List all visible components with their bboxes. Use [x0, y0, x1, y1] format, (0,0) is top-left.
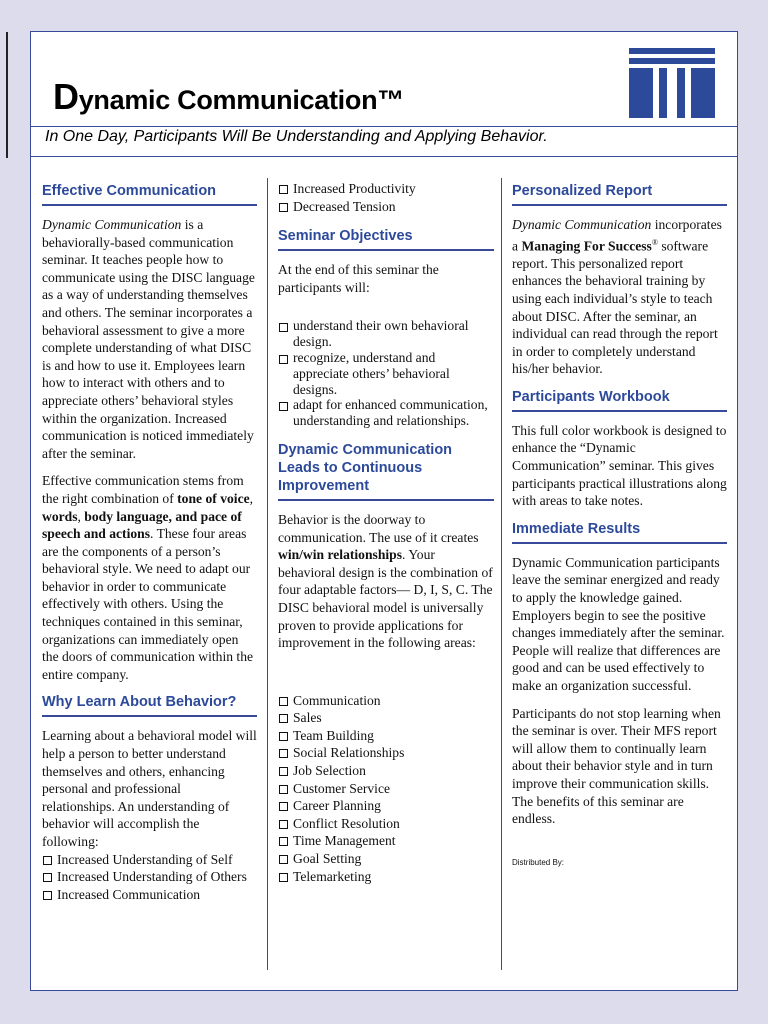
- flyer-page: [30, 31, 738, 991]
- paragraph: At the end of this seminar the participants will:: [278, 262, 439, 295]
- benefit-list: [42, 851, 257, 904]
- section-heading: Participants Workbook: [512, 388, 727, 412]
- column-middle: [278, 182, 494, 885]
- section-heading: Personalized Report: [512, 182, 727, 206]
- list-item: Telemarketing: [278, 868, 494, 886]
- list-item: adapt for enhanced communication, understanding and relationships.: [278, 397, 494, 429]
- section-heading: Dynamic Communication Leads to Continuous Improvement: [278, 441, 494, 501]
- paragraph: Dynamic Communication participants leave the seminar energized and ready to apply the knowledge gained. Employers begin to see the positive changes immediately after the seminar. People will realize that differences are good and can be used effectively to make an organization successful.: [512, 554, 725, 693]
- page-subtitle: In One Day, Participants Will Be Understanding and Applying Behavior.: [45, 128, 548, 145]
- list-item: Sales: [278, 709, 494, 727]
- list-item: Increased Understanding of Others: [42, 868, 257, 886]
- page-title: Dynamic Communication™: [53, 76, 404, 117]
- list-item: Team Building: [278, 727, 494, 745]
- column-divider: [267, 178, 268, 970]
- improvement-areas-list: [278, 692, 494, 886]
- paragraph: Dynamic Communication incorporates a Managing For Success® software report. This personalized report enhances the behavioral training by using each individual’s style to teach about DISC. After the seminar, an individual can read through the report in order to completely understand his/her behavior.: [512, 217, 722, 377]
- paragraph: Dynamic Communication is a behaviorally-based communication seminar. It teaches people how to communicate using the DISC language as a way of understanding themselves and others. The seminar incorporates a behavioral assessment to give a more complete understanding of what DISC is and how to use it. Employees learn how to interact with others and to appreciate others’ behavioral styles within the organization. Increased communication is noticed immediately after the seminar.: [42, 217, 255, 461]
- list-item: Job Selection: [278, 762, 494, 780]
- section-heading: Effective Communication: [42, 182, 257, 206]
- section-heading: Why Learn About Behavior?: [42, 693, 257, 717]
- paragraph: This full color workbook is designed to enhance the “Dynamic Communication” seminar. This gives participants practical illustrations along with areas to take notes.: [512, 422, 727, 509]
- list-item: recognize, understand and appreciate others’ behavioral designs.: [278, 350, 494, 397]
- column-divider: [501, 178, 502, 970]
- paragraph: Effective communication stems from the right combination of tone of voice, words, body language, and pace of speech and actions. These four areas are the components of a person’s behavioral style. We need to adapt our behavior in order to communicate effectively with others. Using the techniques contained in this seminar, organizations can immediately open the doors of communication within the entire company.: [42, 473, 254, 682]
- list-item: Goal Setting: [278, 850, 494, 868]
- column-right: [512, 182, 727, 871]
- paragraph: Learning about a behavioral model will help a person to better understand themselves and others, enhancing personal and professional relationships. An understanding of behavior will accomplish the following:: [42, 728, 257, 849]
- list-item: Increased Productivity: [278, 180, 494, 198]
- list-item: understand their own behavioral design.: [278, 318, 494, 350]
- crop-mark: [6, 32, 8, 158]
- column-left: [42, 182, 257, 903]
- list-item: Career Planning: [278, 797, 494, 815]
- header-divider: [31, 126, 737, 127]
- paragraph: Behavior is the doorway to communication. The use of it creates win/win relationships. Your behavioral design is the combination of four adaptable factors— D, I, S, C. The DISC behavioral model is universally proven to provide applications for improvement in the following areas:: [278, 511, 493, 651]
- list-item: Increased Communication: [42, 886, 257, 904]
- benefit-list-continued: [278, 180, 494, 215]
- list-item: Increased Understanding of Self: [42, 851, 257, 869]
- section-heading: Seminar Objectives: [278, 227, 494, 251]
- subtitle-divider: [31, 156, 737, 157]
- list-item: Decreased Tension: [278, 198, 494, 216]
- paragraph: Participants do not stop learning when the seminar is over. Their MFS report will allow them to continually learn about their behavior style and in turn improve their communication skills. The benefits of this seminar are endless.: [512, 705, 721, 827]
- list-item: Social Relationships: [278, 744, 494, 762]
- list-item: Time Management: [278, 832, 494, 850]
- distributed-by-label: Distributed By:: [512, 857, 565, 867]
- company-logo-icon: [629, 48, 715, 118]
- objectives-list: [278, 318, 494, 429]
- list-item: Customer Service: [278, 780, 494, 798]
- section-heading: Immediate Results: [512, 520, 727, 544]
- list-item: Conflict Resolution: [278, 815, 494, 833]
- list-item: Communication: [278, 692, 494, 710]
